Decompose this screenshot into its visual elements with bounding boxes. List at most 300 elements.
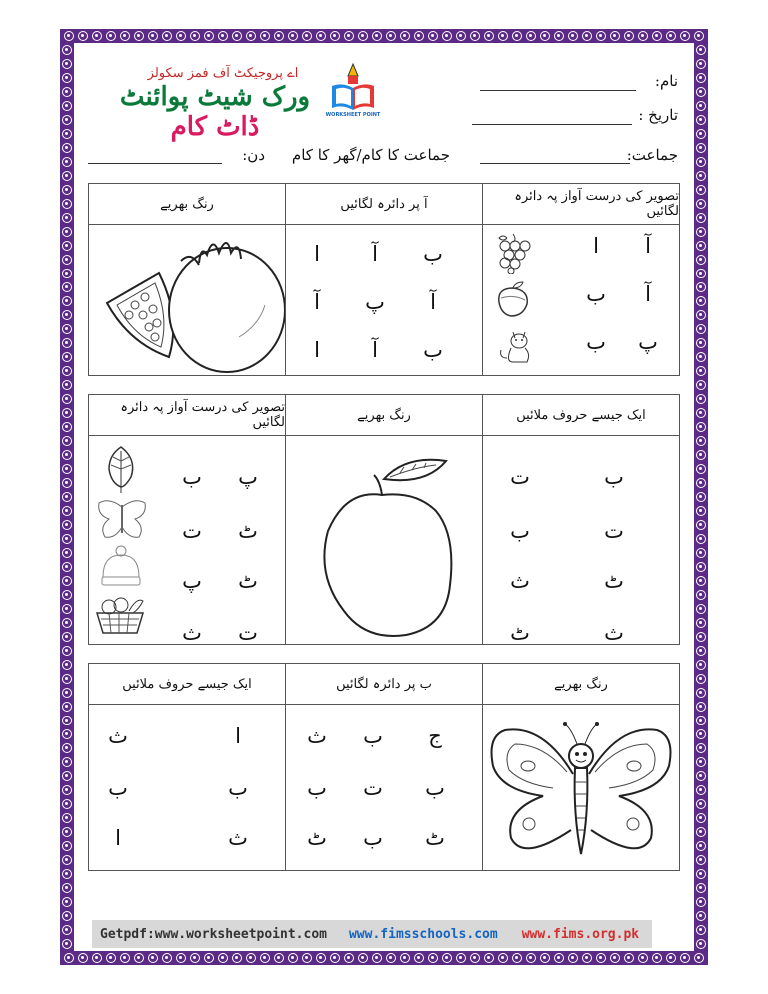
spiral-ornament: [62, 199, 72, 209]
spiral-ornament: [696, 185, 706, 195]
spiral-ornament: [696, 366, 706, 376]
match-letter[interactable]: ث: [228, 826, 248, 850]
match-letter[interactable]: ا: [235, 724, 241, 748]
spiral-ornament: [190, 953, 200, 963]
spiral-ornament: [78, 953, 88, 963]
spiral-ornament: [62, 255, 72, 265]
section-3-body: [89, 704, 679, 870]
match-letter[interactable]: ٹ: [510, 621, 530, 645]
circle-letter[interactable]: ب: [425, 776, 445, 800]
name-line[interactable]: [480, 90, 636, 91]
spiral-ornament: [62, 492, 72, 502]
spiral-ornament: [696, 729, 706, 739]
spiral-ornament: [624, 953, 634, 963]
spiral-ornament: [442, 953, 452, 963]
spiral-ornament: [62, 296, 72, 306]
spiral-ornament: [62, 827, 72, 837]
spiral-ornament: [696, 883, 706, 893]
section-2-color-cell[interactable]: [285, 435, 482, 644]
spiral-ornament: [62, 855, 72, 865]
spiral-ornament: [62, 813, 72, 823]
sound-letter[interactable]: ت: [238, 621, 258, 645]
sound-letter[interactable]: ب: [182, 465, 202, 489]
spiral-ornament: [316, 31, 326, 41]
spiral-ornament: [62, 743, 72, 753]
spiral-ornament: [638, 953, 648, 963]
border-spirals-right: [694, 43, 708, 951]
spiral-ornament: [62, 785, 72, 795]
spiral-ornament: [62, 408, 72, 418]
cap-icon: [99, 545, 143, 589]
spiral-ornament: [456, 31, 466, 41]
section-3-head-circle: ب پر دائرہ لگائیں: [285, 664, 482, 704]
spiral-ornament: [246, 953, 256, 963]
circle-letter[interactable]: آ: [430, 290, 436, 314]
spiral-ornament: [696, 394, 706, 404]
spiral-ornament: [176, 953, 186, 963]
match-letter[interactable]: ث: [510, 569, 530, 593]
spiral-ornament: [62, 366, 72, 376]
spiral-ornament: [696, 939, 706, 949]
spiral-ornament: [696, 702, 706, 712]
spiral-ornament: [696, 785, 706, 795]
spiral-ornament: [92, 31, 102, 41]
leaf-icon: [101, 443, 141, 493]
spiral-ornament: [484, 953, 494, 963]
circle-letter[interactable]: ب: [363, 826, 383, 850]
spiral-ornament: [696, 87, 706, 97]
spiral-ornament: [696, 520, 706, 530]
section-2-body: [89, 435, 679, 644]
spiral-ornament: [696, 674, 706, 684]
spiral-ornament: [696, 213, 706, 223]
section-2-head-match: ایک جیسے حروف ملائیں: [482, 395, 679, 435]
spiral-ornament: [694, 953, 704, 963]
spiral-ornament: [62, 590, 72, 600]
spiral-ornament: [62, 646, 72, 656]
spiral-ornament: [62, 422, 72, 432]
section-2-match-cell[interactable]: [482, 435, 679, 644]
spiral-ornament: [330, 953, 340, 963]
circle-letter[interactable]: ب: [363, 724, 383, 748]
spiral-ornament: [62, 841, 72, 851]
class-label: جماعت:: [626, 146, 678, 164]
logo-title-part1: ورک شیٹ پوائنٹ: [119, 82, 311, 112]
book-pencil-icon: [328, 62, 378, 118]
spiral-ornament: [106, 31, 116, 41]
spiral-ornament: [148, 31, 158, 41]
spiral-ornament: [696, 743, 706, 753]
spiral-ornament: [696, 897, 706, 907]
section-2: [88, 394, 680, 645]
spiral-ornament: [62, 939, 72, 949]
spiral-ornament: [162, 31, 172, 41]
spiral-ornament: [554, 953, 564, 963]
spiral-ornament: [62, 380, 72, 390]
spiral-ornament: [696, 436, 706, 446]
spiral-ornament: [696, 324, 706, 334]
section-1-circle-cell[interactable]: [285, 224, 482, 375]
spiral-ornament: [62, 702, 72, 712]
spiral-ornament: [696, 464, 706, 474]
day-line[interactable]: [88, 163, 222, 164]
spiral-ornament: [696, 506, 706, 516]
section-1-header: [89, 184, 679, 225]
spiral-ornament: [696, 269, 706, 279]
spiral-ornament: [696, 799, 706, 809]
spiral-ornament: [696, 632, 706, 642]
spiral-ornament: [680, 31, 690, 41]
spiral-ornament: [386, 31, 396, 41]
spiral-ornament: [696, 757, 706, 767]
spiral-ornament: [498, 31, 508, 41]
spiral-ornament: [696, 688, 706, 698]
sound-letter[interactable]: آ: [645, 234, 651, 258]
spiral-ornament: [596, 31, 606, 41]
spiral-ornament: [696, 827, 706, 837]
spiral-ornament: [596, 953, 606, 963]
spiral-ornament: [638, 31, 648, 41]
spiral-ornament: [92, 953, 102, 963]
spiral-ornament: [696, 422, 706, 432]
circle-letter[interactable]: آ: [314, 290, 320, 314]
spiral-ornament: [62, 534, 72, 544]
cat-icon: [495, 328, 535, 366]
sound-letter[interactable]: پ: [182, 569, 202, 593]
spiral-ornament: [696, 282, 706, 292]
pomegranate-icon: [89, 225, 285, 375]
logo-tagline: اے پروجیکٹ آف فمز سکولز: [147, 66, 299, 81]
spiral-ornament: [62, 282, 72, 292]
spiral-ornament: [498, 953, 508, 963]
spiral-ornament: [62, 576, 72, 586]
match-letter[interactable]: ب: [604, 465, 624, 489]
spiral-ornament: [696, 869, 706, 879]
spiral-ornament: [696, 716, 706, 726]
spiral-ornament: [78, 31, 88, 41]
section-1-sound-cell[interactable]: [482, 224, 679, 375]
spiral-ornament: [344, 953, 354, 963]
footer-link-worksheetpoint[interactable]: Getpdf:www.worksheetpoint.com: [100, 926, 327, 942]
grapes-icon: [493, 232, 533, 274]
spiral-ornament: [696, 562, 706, 572]
spiral-ornament: [696, 841, 706, 851]
sound-letter[interactable]: ب: [586, 330, 606, 354]
spiral-ornament: [62, 227, 72, 237]
spiral-ornament: [106, 953, 116, 963]
spiral-ornament: [696, 199, 706, 209]
circle-letter[interactable]: ج: [428, 724, 442, 748]
section-1-head-circle: آ پر دائرہ لگائیں: [285, 184, 482, 224]
spiral-ornament: [62, 771, 72, 781]
spiral-ornament: [696, 590, 706, 600]
spiral-ornament: [582, 31, 592, 41]
border-spirals-top: [62, 29, 706, 43]
spiral-ornament: [696, 548, 706, 558]
spiral-ornament: [62, 562, 72, 572]
spiral-ornament: [696, 813, 706, 823]
spiral-ornament: [62, 324, 72, 334]
sound-letter[interactable]: ا: [593, 234, 599, 258]
footer-bar: [92, 920, 652, 948]
logo-title: [100, 82, 330, 142]
spiral-ornament: [62, 157, 72, 167]
spiral-ornament: [540, 31, 550, 41]
spiral-ornament: [62, 185, 72, 195]
spiral-ornament: [190, 31, 200, 41]
spiral-ornament: [288, 31, 298, 41]
spiral-ornament: [512, 953, 522, 963]
spiral-ornament: [274, 31, 284, 41]
spiral-ornament: [414, 31, 424, 41]
spiral-ornament: [696, 534, 706, 544]
section-3: [88, 663, 680, 871]
spiral-ornament: [456, 953, 466, 963]
spiral-ornament: [62, 269, 72, 279]
match-letter[interactable]: ب: [108, 776, 128, 800]
spiral-ornament: [64, 953, 74, 963]
spiral-ornament: [62, 143, 72, 153]
spiral-ornament: [696, 646, 706, 656]
spiral-ornament: [610, 31, 620, 41]
spiral-ornament: [302, 31, 312, 41]
spiral-ornament: [62, 338, 72, 348]
spiral-ornament: [62, 729, 72, 739]
spiral-ornament: [120, 31, 130, 41]
section-3-head-color: رنگ بھریے: [482, 664, 679, 704]
spiral-ornament: [204, 31, 214, 41]
circle-letter[interactable]: ٹ: [307, 826, 327, 850]
spiral-ornament: [62, 618, 72, 628]
logo-caption: WORKSHEET POINT: [325, 112, 381, 118]
circle-letter[interactable]: ت: [363, 776, 383, 800]
footer-link-fimsschools[interactable]: www.fimsschools.com: [348, 926, 498, 942]
spiral-ornament: [302, 953, 312, 963]
mango-icon: [493, 280, 533, 320]
spiral-ornament: [162, 953, 172, 963]
spiral-ornament: [62, 45, 72, 55]
work-label: جماعت کا کام/گھر کا کام: [291, 146, 450, 164]
spiral-ornament: [274, 953, 284, 963]
spiral-ornament: [696, 241, 706, 251]
spiral-ornament: [120, 953, 130, 963]
circle-letter[interactable]: پ: [365, 290, 385, 314]
spiral-ornament: [62, 129, 72, 139]
spiral-ornament: [526, 953, 536, 963]
spiral-ornament: [442, 31, 452, 41]
spiral-ornament: [204, 953, 214, 963]
sound-letter[interactable]: پ: [238, 465, 258, 489]
spiral-ornament: [666, 31, 676, 41]
spiral-ornament: [62, 520, 72, 530]
spiral-ornament: [62, 101, 72, 111]
spiral-ornament: [134, 31, 144, 41]
spiral-ornament: [62, 799, 72, 809]
spiral-ornament: [470, 31, 480, 41]
spiral-ornament: [246, 31, 256, 41]
sound-letter[interactable]: ٹ: [238, 569, 258, 593]
spiral-ornament: [610, 953, 620, 963]
spiral-ornament: [372, 31, 382, 41]
match-letter[interactable]: ث: [604, 621, 624, 645]
circle-letter[interactable]: ب: [307, 776, 327, 800]
spiral-ornament: [414, 953, 424, 963]
match-letter[interactable]: ت: [510, 465, 530, 489]
match-letter[interactable]: ث: [108, 724, 128, 748]
spiral-ornament: [62, 171, 72, 181]
spiral-ornament: [62, 310, 72, 320]
section-1-body: [89, 224, 679, 375]
sound-letter[interactable]: پ: [638, 330, 658, 354]
date-line[interactable]: [472, 124, 632, 125]
spiral-ornament: [696, 352, 706, 362]
spiral-ornament: [400, 953, 410, 963]
spiral-ornament: [470, 953, 480, 963]
spiral-ornament: [62, 660, 72, 670]
spiral-ornament: [358, 953, 368, 963]
section-2-head-sound: تصویر کی درست آواز پہ دائرہ لگائیں: [120, 400, 285, 430]
class-line[interactable]: [480, 163, 630, 164]
sound-letter[interactable]: ث: [182, 621, 202, 645]
spiral-ornament: [62, 73, 72, 83]
circle-letter[interactable]: آ: [372, 338, 378, 362]
spiral-ornament: [540, 953, 550, 963]
spiral-ornament: [134, 953, 144, 963]
spiral-ornament: [62, 450, 72, 460]
spiral-ornament: [696, 911, 706, 921]
section-3-header: [89, 664, 679, 705]
section-1: [88, 183, 680, 376]
circle-letter[interactable]: ٹ: [425, 826, 445, 850]
spiral-ornament: [62, 674, 72, 684]
section-3-color-cell[interactable]: [482, 704, 679, 870]
spiral-ornament: [62, 115, 72, 125]
spiral-ornament: [696, 171, 706, 181]
spiral-ornament: [554, 31, 564, 41]
spiral-ornament: [62, 478, 72, 488]
circle-letter[interactable]: ا: [314, 338, 320, 362]
section-3-match-cell[interactable]: [89, 704, 285, 870]
spiral-ornament: [512, 31, 522, 41]
match-letter[interactable]: ب: [228, 776, 248, 800]
match-letter[interactable]: ت: [604, 519, 624, 543]
spiral-ornament: [696, 450, 706, 460]
spiral-ornament: [696, 45, 706, 55]
spiral-ornament: [696, 408, 706, 418]
spiral-ornament: [696, 492, 706, 502]
spiral-ornament: [62, 632, 72, 642]
spiral-ornament: [176, 31, 186, 41]
spiral-ornament: [62, 87, 72, 97]
spiral-ornament: [62, 604, 72, 614]
spiral-ornament: [696, 660, 706, 670]
spiral-ornament: [62, 925, 72, 935]
spiral-ornament: [696, 310, 706, 320]
sound-letter[interactable]: ت: [182, 519, 202, 543]
section-3-circle-cell[interactable]: [285, 704, 482, 870]
spiral-ornament: [696, 338, 706, 348]
spiral-ornament: [62, 548, 72, 558]
spiral-ornament: [62, 464, 72, 474]
spiral-ornament: [428, 31, 438, 41]
match-letter[interactable]: ب: [510, 519, 530, 543]
spiral-ornament: [696, 129, 706, 139]
spiral-ornament: [316, 953, 326, 963]
spiral-ornament: [696, 143, 706, 153]
spiral-ornament: [386, 953, 396, 963]
section-2-header: [89, 395, 679, 436]
spiral-ornament: [62, 59, 72, 69]
spiral-ornament: [652, 31, 662, 41]
spiral-ornament: [582, 953, 592, 963]
spiral-ornament: [62, 241, 72, 251]
spiral-ornament: [62, 352, 72, 362]
spiral-ornament: [696, 157, 706, 167]
spiral-ornament: [696, 255, 706, 265]
spiral-ornament: [62, 394, 72, 404]
match-letter[interactable]: ٹ: [604, 569, 624, 593]
border-spirals-bottom: [62, 951, 706, 965]
sound-letter[interactable]: آ: [645, 282, 651, 306]
spiral-ornament: [260, 953, 270, 963]
spiral-ornament: [696, 855, 706, 865]
spiral-ornament: [624, 31, 634, 41]
circle-letter[interactable]: ب: [423, 338, 443, 362]
spiral-ornament: [568, 953, 578, 963]
spiral-ornament: [400, 31, 410, 41]
spiral-ornament: [696, 478, 706, 488]
section-2-sound-cell[interactable]: [89, 435, 285, 644]
spiral-ornament: [696, 576, 706, 586]
spiral-ornament: [696, 380, 706, 390]
spiral-ornament: [62, 506, 72, 516]
spiral-ornament: [344, 31, 354, 41]
circle-letter[interactable]: آ: [372, 242, 378, 266]
spiral-ornament: [62, 911, 72, 921]
spiral-ornament: [62, 757, 72, 767]
spiral-ornament: [652, 953, 662, 963]
spiral-ornament: [428, 953, 438, 963]
fruit-basket-icon: [93, 593, 147, 637]
day-label: دن:: [242, 146, 265, 164]
spiral-ornament: [62, 436, 72, 446]
spiral-ornament: [666, 953, 676, 963]
sound-letter[interactable]: ب: [586, 282, 606, 306]
section-1-head-color: رنگ بھریے: [160, 196, 214, 212]
spiral-ornament: [568, 31, 578, 41]
spiral-ornament: [218, 31, 228, 41]
spiral-ornament: [62, 897, 72, 907]
spiral-ornament: [64, 31, 74, 41]
spiral-ornament: [148, 953, 158, 963]
spiral-ornament: [696, 604, 706, 614]
date-label: تاریخ :: [638, 106, 678, 124]
sound-letter[interactable]: ٹ: [238, 519, 258, 543]
footer-link-fims[interactable]: www.fims.org.pk: [521, 926, 640, 942]
section-1-color-cell[interactable]: [89, 224, 285, 375]
circle-letter[interactable]: ث: [307, 724, 327, 748]
spiral-ornament: [696, 115, 706, 125]
name-label: نام:: [654, 72, 678, 90]
spiral-ornament: [62, 688, 72, 698]
spiral-ornament: [232, 953, 242, 963]
spiral-ornament: [696, 296, 706, 306]
circle-letter[interactable]: ا: [314, 242, 320, 266]
spiral-ornament: [62, 716, 72, 726]
match-letter[interactable]: ا: [115, 826, 121, 850]
circle-letter[interactable]: ب: [423, 242, 443, 266]
spiral-ornament: [696, 101, 706, 111]
